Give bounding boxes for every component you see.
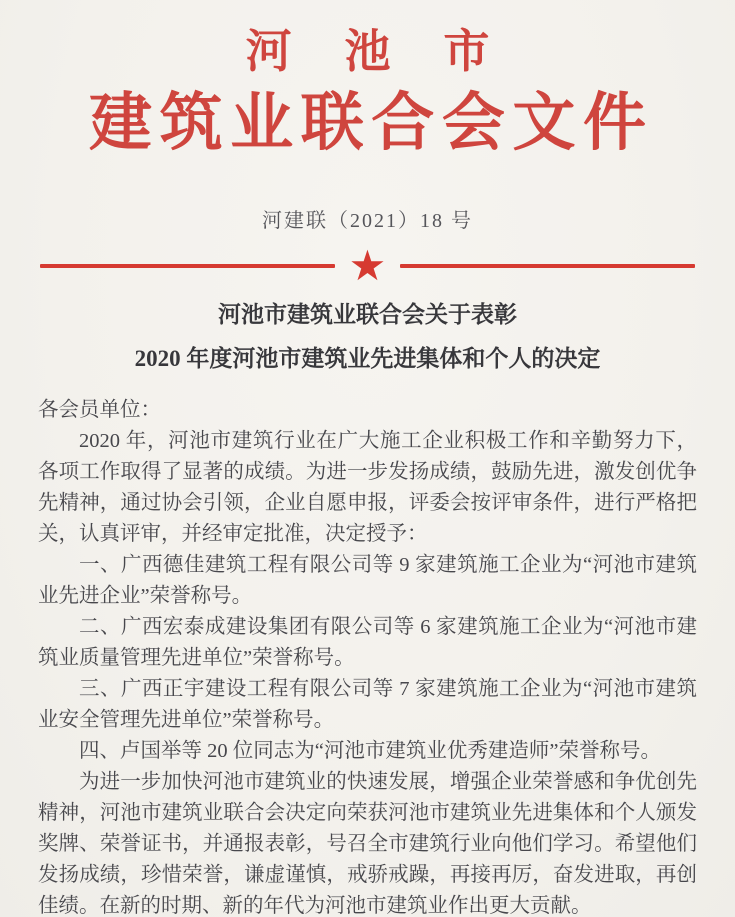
doc-number: 河建联（2021）18 号 (262, 210, 473, 233)
body-paragraph: 一、广西德佳建筑工程有限公司等 9 家建筑施工企业为“河池市建筑业先进企业”荣誉称号。 (38, 554, 697, 608)
salutation: 各会员单位： (38, 399, 161, 422)
body-paragraph: 为进一步加快河池市建筑业的快速发展，增强企业荣誉感和争优创先精神，河池市建筑业联合会决定向荣获河池市建筑业先进集体和个人颁发奖牌、荣誉证书，并通报表彰，号召全市建筑行业向他们学习。希望他们发扬成绩，珍惜荣誉，谦虚谨慎，戒骄戒躁，再接再厉，奋发进取，再创佳绩。在新的时期、新的年代为河池市建筑业作出更大贡献。 (38, 771, 697, 917)
letterhead-city: 河池市 (245, 26, 543, 77)
red-rule-left (40, 264, 335, 268)
body-paragraph: 三、广西正宇建设工程有限公司等 7 家建筑施工企业为“河池市建筑业安全管理先进单位”荣誉称号。 (38, 678, 697, 732)
document-body (38, 395, 697, 917)
body-paragraph: 四、卢国举等 20 位同志为“河池市建筑业优秀建造师”荣誉称号。 (79, 740, 661, 763)
body-paragraph: 2020 年，河池市建筑行业在广大施工企业积极工作和辛勤努力下，各项工作取得了显著的成绩。为进一步发扬成绩，鼓励先进，激发创优争先精神，通过协会引领，企业自愿申报，评委会按评审条件，进行严格把关，认真评审，并经审定批准，决定授予： (38, 430, 697, 546)
body-paragraphs (38, 426, 697, 917)
document-title (38, 293, 697, 381)
red-divider (38, 241, 697, 291)
body-paragraph: 二、广西宏泰成建设集团有限公司等 6 家建筑施工企业为“河池市建筑业质量管理先进单位”荣誉称号。 (38, 616, 697, 670)
letterhead (38, 26, 697, 158)
letterhead-organization: 建筑业联合会文件 (89, 87, 654, 158)
document-title-line2: 2020 年度河池市建筑业先进集体和个人的决定 (134, 346, 601, 372)
red-rule-right (400, 264, 695, 268)
red-star-icon: ★ (348, 241, 387, 291)
document-title-line1: 河池市建筑业联合会关于表彰 (218, 302, 517, 328)
